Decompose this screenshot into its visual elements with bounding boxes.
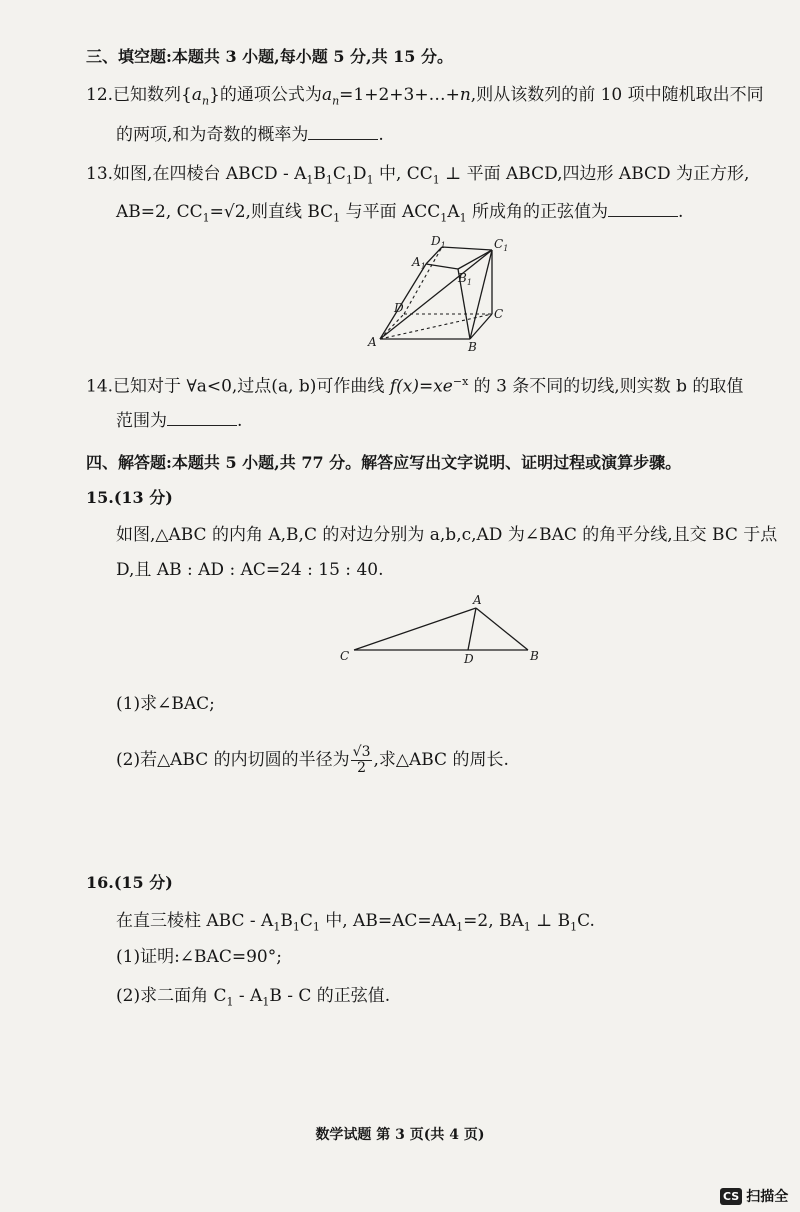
frustum-figure [360, 232, 540, 352]
label-A: A [368, 335, 377, 349]
label-B: B [530, 649, 539, 663]
answer-blank [608, 202, 678, 217]
question-16-number: 16.(15 分) [86, 873, 173, 892]
question-13-line-1: 13.如图,在四棱台 ABCD - $A_1B_1C_1D_1$ 中, $CC_1$ ⊥ 平面 ABCD,四边形 ABCD 为正方形, [86, 164, 750, 187]
question-14-line-1: 14.已知对于 ∀a<0,过点(a, b)可作曲线 $f(x)=xe^{-x}$ 的 3 条不同的切线,则实数 b 的取值 [86, 375, 744, 397]
question-12-line-1: 12.已知数列$\{a_n\}$的通项公式为$a_n=1+2+3+\dots+n$,则从该数列的前 10 项中随机取出不同 [86, 85, 764, 108]
label-D: D [464, 652, 474, 664]
question-14-line-2: 范围为 . [116, 411, 243, 431]
question-15-line-2: D,且 AB : AD : AC=24 : 15 : 40. [116, 560, 384, 580]
label-C: C [494, 307, 504, 321]
label-C: C [340, 649, 350, 663]
label-D: D [394, 301, 404, 315]
question-16-line-1: 在直三棱柱 ABC - $A_1B_1C_1$ 中, $AB=AC=AA_1=2$, $BA_1$ ⊥ $B_1C$. [116, 911, 595, 934]
fraction: $\frac{√3}{2}$ [352, 744, 371, 776]
label-C1: $C_1$ [494, 237, 509, 253]
question-13-line-2: AB=2, $CC_1=√2$,则直线 $BC_1$ 与平面 $ACC_1A_1$ 所成角的正弦值为 . [116, 202, 684, 225]
triangle-figure [336, 592, 546, 664]
page-footer: 数学试题 第 3 页(共 4 页) [315, 1127, 485, 1143]
label-B: B [468, 340, 477, 352]
label-A1: $A_1$ [412, 255, 426, 271]
question-15-number: 15.(13 分) [86, 488, 173, 507]
section-4-heading: 四、解答题:本题共 5 小题,共 77 分。解答应写出文字说明、证明过程或演算步骤。 [86, 453, 682, 472]
question-12-line-2: 的两项,和为奇数的概率为 . [116, 125, 384, 145]
question-15-line-1: 如图,△ABC 的内角 A,B,C 的对边分别为 a,b,c,AD 为∠BAC 的角平分线,且交 BC 于点 [116, 525, 778, 545]
question-16-part-2: (2)求二面角 $C_1 - A_1B$ - C 的正弦值. [116, 986, 391, 1009]
camscanner-logo-icon: CS [720, 1188, 742, 1205]
answer-blank [167, 411, 237, 426]
scanner-badge [720, 1184, 800, 1208]
answer-blank [308, 125, 378, 140]
question-15-part-1: (1)求∠BAC; [116, 694, 215, 714]
scanner-badge-text: 扫描全 [746, 1189, 789, 1205]
question-15-part-2: (2)若△ABC 的内切圆的半径为 $\frac{√3}{2}$ ,求△ABC 的周长. [116, 744, 509, 776]
question-16-part-1: (1)证明:∠BAC=90°; [116, 947, 282, 967]
label-B1: $B_1$ [458, 271, 472, 287]
label-D1: $D_1$ [431, 234, 446, 250]
section-3-heading: 三、填空题:本题共 3 小题,每小题 5 分,共 15 分。 [86, 47, 454, 66]
label-A: A [473, 593, 482, 607]
